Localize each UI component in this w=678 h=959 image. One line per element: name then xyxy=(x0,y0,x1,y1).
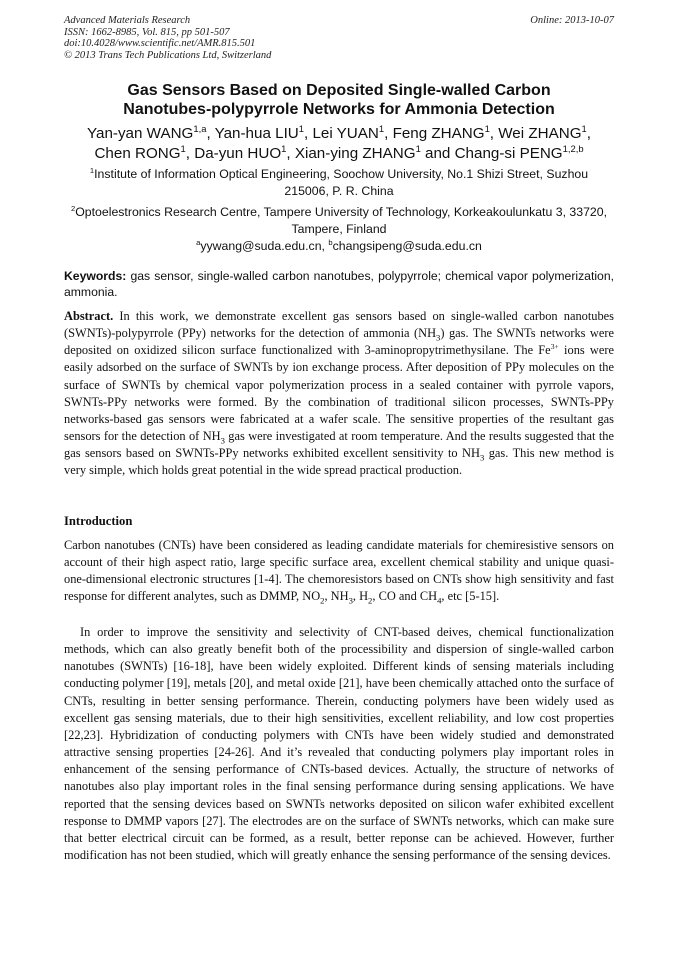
author-line-1 xyxy=(40,124,638,144)
author-name: Da-yun HUO xyxy=(194,144,282,162)
subscript: 3 xyxy=(479,452,485,463)
paragraph-text: , H xyxy=(352,589,369,604)
author-name: Yan-hua LIU xyxy=(214,125,299,142)
affiliation-mark: 2 xyxy=(70,203,76,213)
abstract-section xyxy=(64,308,614,480)
abstract-label: Abstract. xyxy=(64,309,114,323)
affiliation-mark: 1 xyxy=(89,165,95,175)
email-list xyxy=(40,238,638,254)
doi-link[interactable]: doi:10.4028/www.scientific.net/AMR.815.501 xyxy=(64,38,256,50)
author-separator: and xyxy=(420,144,455,162)
paragraph-text: , CO and CH xyxy=(372,589,438,604)
subscript: 4 xyxy=(437,595,442,606)
author-name: Chen RONG xyxy=(94,144,181,162)
author-separator: , xyxy=(185,144,195,162)
author-line-2 xyxy=(40,144,638,164)
email-mark: b xyxy=(328,237,333,247)
affiliation-text: Tampere, Finland xyxy=(291,221,387,236)
paragraph-text: , etc [5-15]. xyxy=(441,589,500,604)
author-separator: , xyxy=(304,125,313,142)
keywords-text: gas sensor, single-walled carbon nanotubes, polypyrrole; chemical vapor polymerization, ammonia. xyxy=(64,269,614,299)
copyright-notice: © 2013 Trans Tech Publications Ltd, Switzerland xyxy=(64,49,272,61)
subscript: 2 xyxy=(368,595,373,606)
author-separator: , xyxy=(586,125,591,142)
keywords-section xyxy=(64,268,614,300)
author-list xyxy=(40,124,638,163)
author-name: Wei ZHANG xyxy=(498,125,582,142)
author-separator: , xyxy=(384,125,393,142)
subscript: 3 xyxy=(220,435,225,446)
author-name: Yan-yan WANG xyxy=(87,125,194,142)
author-affiliation-mark: 1 xyxy=(281,142,287,154)
section-heading-introduction: Introduction xyxy=(64,514,133,528)
title-line-1: Gas Sensors Based on Deposited Single-walled Carbon xyxy=(127,82,551,99)
affiliation-1 xyxy=(58,166,620,199)
email-link[interactable]: yywang@suda.edu.cn xyxy=(200,239,322,253)
introduction-paragraph-1 xyxy=(64,537,614,606)
paper-title xyxy=(40,81,638,119)
subscript: 3 xyxy=(436,332,441,343)
journal-header xyxy=(64,15,484,61)
author-affiliation-mark: 1 xyxy=(298,122,304,134)
online-date: Online: 2013-10-07 xyxy=(530,15,614,26)
keywords-label: Keywords: xyxy=(64,269,127,283)
paragraph-text: Carbon nanotubes (CNTs) have been considered as leading candidate materials for chemiresistive sensors on account of their high aspect ratio, large specific surface area, excellent chemical stability and unique quasi-one-dimensional electronic structures [1-4]. The chemoresistors based on CNTs show high sensitivity and fast response for different analytes, such as DMMP, NO xyxy=(64,538,614,604)
email-mark: a xyxy=(196,237,201,247)
author-affiliation-mark: 1,a xyxy=(193,122,207,134)
author-affiliation-mark: 1 xyxy=(180,142,186,154)
author-affiliation-mark: 1 xyxy=(581,122,587,134)
author-separator: , xyxy=(206,125,215,142)
abstract-text: In this work, we demonstrate excellent gas sensors based on single-walled carbon nanotubes (SWNTs)-polypyrrole (PPy) networks for the detection of ammonia (NH xyxy=(64,309,614,341)
journal-issn: ISSN: 1662-8985, Vol. 815, pp 501-507 xyxy=(64,26,230,38)
author-name: Lei YUAN xyxy=(312,125,379,142)
author-affiliation-mark: 1 xyxy=(484,122,490,134)
affiliation-text: Optoelestronics Research Centre, Tampere University of Technology, Korkeakoulunkatu 3, 33720, xyxy=(75,205,608,219)
author-name: Feng ZHANG xyxy=(392,125,485,142)
abstract-text: ions were easily adsorbed on the surface of SWNTs by ion exchange process. After deposition of PPy molecules on the surface of SWNTs by chemical vapor polymerization process in a sealed container with pyrrole vapors, SWNTs-PPy networks were formed. By the combination of traditional silicon processes, SWNTs-PPy networks-based gas sensors were fabricated at a wafer scale. The sensitive properties of the resultant gas sensors for the detection of NH xyxy=(64,343,614,444)
affiliation-text: 215006, P. R. China xyxy=(284,183,394,198)
abstract-text: gas were investigated at room temperature. And the results suggested that the gas sensors based on SWNTs-PPy networks exhibited excellent sensitivity to NH xyxy=(64,429,615,461)
author-separator: , xyxy=(489,125,499,142)
abstract-text: gas. This new method is very simple, which holds great potential in the wide spread practical production. xyxy=(64,446,615,478)
journal-name: Advanced Materials Research xyxy=(64,15,191,26)
email-separator: , xyxy=(321,239,329,253)
abstract-text: ) gas. The SWNTs networks were deposited on oxidized silicon surface functionalized with 3-aminopropytrimethysilane. The Fe xyxy=(64,326,614,358)
subscript: 3 xyxy=(348,595,353,606)
introduction-paragraph-2: In order to improve the sensitivity and selectivity of CNT-based deives, chemical functionalization methods, which can also greatly benefit both of the processibility and dispersion of single-walled carbon nanotubes (SWNTs) [16-18], have been widely exploited. Different kinds of sensing materials including conducting polymer [19], metals [20], and metal oxide [21], have been chemically attached onto the surface of CNTs, resulting in better sensing performance. Therein, conducting polymers have been widely used as excellent gas sensing materials, due to their high sensitivities, excellent reliability, and low cost properties [22,23]. Hybridization of conducting polymers with CNTs have been widely studied and demonstrated attractive sensing properties [24-26]. And it’s revealed that conducting polymers play important roles in enhancement of the sensing performance of CNTs-based devices. Actually, the structure of networks of nanotubes also play important roles in the final sensing performance during sensing applications. We have reported that the sensing devices based on SWNTs networks deposited on silicon wafer exhibited excellent response to DMMP vapors [27]. The electrodes are on the surface of SWNTs networks, which can make sure that better electrical circuit can be formed, as a result, better reponse can be achieved. However, further modification has not been studied, which will greatly enhance the sensing performance of the sensing devices. xyxy=(64,625,614,863)
subscript: 2 xyxy=(320,595,325,606)
author-name: Chang-si PENG xyxy=(454,144,563,162)
author-name: Xian-ying ZHANG xyxy=(294,144,416,162)
author-affiliation-mark: 1,2,b xyxy=(562,142,584,154)
author-separator: , xyxy=(286,144,295,162)
author-affiliation-mark: 1 xyxy=(415,142,421,154)
paragraph-text: , NH xyxy=(324,589,349,604)
author-affiliation-mark: 1 xyxy=(378,122,385,134)
affiliation-text: Institute of Information Optical Engineering, Soochow University, No.1 Shizi Street, Suzhou xyxy=(94,167,589,181)
superscript: 3+ xyxy=(550,342,559,352)
affiliation-2 xyxy=(58,204,620,237)
title-line-2: Nanotubes-polypyrrole Networks for Ammonia Detection xyxy=(123,101,555,118)
email-link[interactable]: changsipeng@suda.edu.cn xyxy=(332,239,482,253)
